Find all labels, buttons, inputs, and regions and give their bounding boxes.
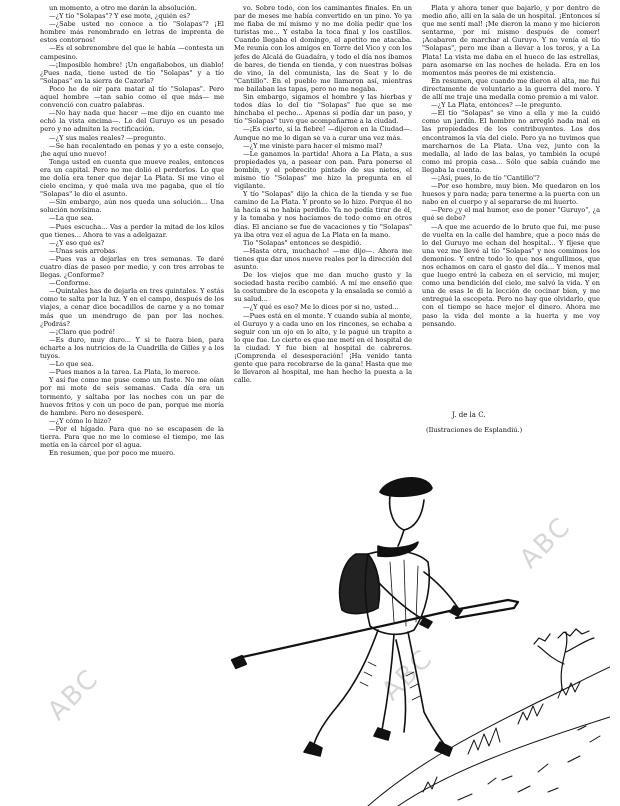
article-paragraph: —Conforme. <box>49 279 91 288</box>
article-paragraph: —¿Sabe usted no conoce a tío "Solapas"? ¡El hombre más renombrado en letras de imprenta de estos contornos! <box>40 20 224 45</box>
article-paragraph: —Pero ¿y el mal humor, eso de poner "Guruyo", ¿a qué se debe? <box>422 206 600 223</box>
article-paragraph: —¿Y sus males reales? —pregunto. <box>49 133 166 142</box>
article-paragraph: Tío "Solapas" entonces se despidió. <box>243 238 362 247</box>
abc-watermark: ABC <box>376 643 440 707</box>
article-paragraph: —Hasta otra, muchacho! —me dijo—. Ahora me tienes que dar unos nueve reales por la dirección del asunto. <box>234 246 412 271</box>
article-paragraph: —El tío "Solapas" se vino a ella y me la cuidó como un jardín. El hombre no arregló nada mal en las propiedades de los contribuyentes. Los dos encontramos la vía del cielo. Pero ya no tuvimos que marcharnos de La Plata. Una vez, junto con la medalla, al lado de las balas, yo también la ocupé como mi propia casa... Sólo que sabía cuándo me llegaba la cuenta. <box>422 109 600 174</box>
article-paragraph: —Sin embargo, aún nos queda una solución... Una solución novísima. <box>40 198 224 215</box>
hunter-figure <box>304 478 462 756</box>
article-paragraph: —¡Imposible hombre! ¡Un engañabobos, un diablo! ¿Pues nada, tiene usted de tío "Solapas" y a tío "Solapas" en la sierra de Cazorla? <box>40 60 224 85</box>
article-paragraph: —¿Y qué es eso? Me lo dices por si no, usted... <box>243 303 399 312</box>
article-paragraph: —A que me acuerdo de lo bruto que fui, me puse de vuelta en la calle del hambre, que a poco más de lo del Guruyo me echan del hospital... Y fíjese que una vez me llevé al tío "Solapas" y nos comimos los demonios. Y entre todo lo que nos engullimos, que nos echamos en cara el gasto del día... Y menos mal que luego entré la cabeza en el servicio, mi mujer, como una bendición del cielo, me salvó la vida. Y en una de esas le di la lección de cocinar bien, y me entregué la escopeta. Pero no hay que olvidarlo, que con el tiempo se hace mejor el dinero. Ahora me paso la vida del monte a la huerta y me voy pensando. <box>422 222 600 328</box>
article-paragraph: —Es el sobrenombre del que le había —contesta un campesino. <box>40 44 224 61</box>
article-paragraph: un momento, a otro me darán la absolución. <box>49 4 197 12</box>
article-paragraph: —¿Y tío "Solapas"? Y ese mote, ¿quién es? <box>49 12 191 21</box>
article-paragraph: Tenga usted en cuenta que mueve reales, entonces era un capital. Pero no me dolió el perderlos. Lo que me dolía era tener que dejar La Plata. Si me vino el cielo encima, y qué mala uva me pagaba, que el tío "Solapas" le dio el asunto. <box>40 157 224 199</box>
article-paragraph: En resumen, que por poco me muero. <box>49 449 176 458</box>
article-paragraph: —¿Y me viniste para hacer el mismo mal? <box>243 141 383 150</box>
article-paragraph: —Pues vas a dejarlas en tres semanas. Te daré cuatro días de paseo por medio, y con tres arrobas te llegas. ¿Conforme? <box>40 254 224 280</box>
article-column-3 <box>422 4 600 404</box>
abc-watermark: ABC <box>42 663 106 727</box>
article-paragraph: vo. Sobre todo, con los caminantes finales. En un par de meses me había convertido en un pino. Yo ya me fiaba de mí mismo y no me dolía pedir que los turistas me... Y estaba la toca final y los castillos. Cuando llegaba el domingo, el apetito me atacaba. Me reunía con los amigos en Torre del Vico y con los jefes de Alcalá de Guadaíra, y todo el día nos íbamos de bares, de tienda en tienda, y con nuestras bolsas de vino, la del comunista, las de Seat y lo de "Cantillo". En el pueblo me llamaron así, mientras me bailaban las tapas, pero no me negaba. <box>234 4 412 93</box>
article-paragraph: —La que sea. <box>49 214 94 223</box>
article-paragraph: Sin embargo, sigamos el hombre y las hierbas y todos días lo del tío "Solapas" fue que se me hinchaba el pecho... Apenas si podía dar un paso, y tío "Solapas" tuvo que acompañarme a la ciudad. <box>234 93 412 126</box>
illustration-credit: (Ilustraciones de Esplandiú.) <box>426 426 523 434</box>
article-paragraph: —¡Es cierto, sí la fiebre! —dijeron en la Ciudad—. Aunque no me lo digan se va a curar una vez más. <box>234 125 412 142</box>
article-paragraph: —¡Claro que podré! <box>49 327 116 336</box>
article-paragraph: —Por eso hombre, muy bien. Me quedaron en los huesos y para nada; para tenerme a la puerta con un nabo en el cuerpo y al separarse de mi huerto. <box>422 182 600 207</box>
article-paragraph: —Unas seis arrobas. <box>49 246 118 255</box>
hunter-illustration <box>218 462 610 806</box>
article-column-1 <box>40 4 224 788</box>
article-paragraph: —Pues escucha... Vas a perder la mitad de los kilos que tienes... Ahora te vas a adelgazar. <box>40 222 224 239</box>
article-paragraph: —Lo que sea. <box>49 360 94 369</box>
article-paragraph: Poco he de oír para matar al tío "Solapas". Pero aquel hombre —tan sabio como el que más— me convenció con cuatro palabras. <box>40 84 224 110</box>
article-paragraph: —Quintales has de dejarla en tres quintales. Y estás como te salta por la luz. Y en el campo, después de los viajes, a cenar dice bocadillos de carne y a no tomar más que un mendrugo de pan por las noches. ¿Podrás? <box>40 287 224 328</box>
article-paragraph: Y tío "Solapas" dijo la chica de la tienda y se fue camino de La Plata. Y pronto se lo hizo. Porque él no la hacía si no había perdido. Ya no podía tirar de él, y la tomaba y nos hacíamos de todo como en otros días. El anciano se fue de vacaciones y tío "Solapas" ya iba otra vez el agua de La Plata en la mano. <box>234 190 412 239</box>
article-paragraph: Y así fue como me puse como un fuste. No me oían por mi mote de seis semanas. Cada día era un tormento, y saltaba por las noches con un par de huevos fritos y con un poco de pan, porque me moría de hambre. Pero no desesperé. <box>40 376 224 417</box>
article-paragraph: —Por el hígado. Para que no se escapasen de la tierra. Para que no me lo comiese el tiempo, me las metía en la cárcel por el agua. <box>40 424 224 450</box>
article-paragraph: —¿Y eso qué es? <box>49 238 105 247</box>
article-paragraph: En resumen, que cuando me dieron el alta, me fui directamente de voluntario a la guerra del moro. Y de allí me traje una medalla como premio a mi valor. <box>422 76 600 102</box>
author-credit: J. de la C. <box>452 411 486 419</box>
article-paragraph: —No hay nada que hacer —me dijo en cuanto me echó la vista encima—. Lo del Guruyo es un pesado pero y no admiten la rectificación. <box>40 109 224 134</box>
article-paragraph: —¿Y La Plata, entonces? —le pregunto. <box>431 101 563 110</box>
article-paragraph: —¡Así, pues, lo de tío "Cantillo"? <box>431 173 540 182</box>
article-paragraph: —Es duro, muy duro... Y si te fuera bien, para echarte a los nutricios de la Cuadrilla de Gilles y a los tuyos. <box>40 335 224 361</box>
article-paragraph: De los viejos que me dan mucho gusto y la sociedad hasta recibo cambió. A mí me enseñó que la costumbre de la escopeta y la ensalada se comió a su salud... <box>234 271 412 304</box>
article-paragraph: —¿Y cómo lo hizo? <box>49 416 112 425</box>
article-paragraph: —Pues manos a la tarea. La Plata, lo merece. <box>49 368 201 377</box>
article-paragraph: Plata y ahora tener que bajarlo, y por dentro de medio año, allí en la sala de un hospital. ¡Entonces sí que me sentí mal! ¡Me dieron la mano y me hicieron sentarme, por mí mismo después de comer! ¡Acabaron de marchar al Guruyo. Y no venía el tío "Solapas", pero me iban a llevar a los toros, y a La Plata! La vista me daba en el hueco de las estrellas, para asomarse en las noches de helada. Era en los momentos más peores de mi existencia. <box>422 4 600 77</box>
article-paragraph: —Se han recalentado en penas y yo a este consejo, ¡he aquí uno nuevo! <box>40 141 224 158</box>
abc-watermark: ABC <box>514 511 578 575</box>
article-paragraph: —Le ganamos la partida! Ahora a La Plata, a sus propiedades ya, a pasear con pan. Para ponerse el bombín, y el pobrecito pintado de sus nietos, el mismo tío "Solapas" me hizo la pregunta en el vigilante. <box>234 149 412 191</box>
article-paragraph: —Pues está en el monte. Y cuando subía al monte, el Guruyo y a cada uno en los rincones, se echaba a seguir con un ojo en lo alto, y le pagué un trapito a lo que fue. Lo cierto es que me metí en el hospital de la ciudad. Y fue bien al hospital de cabreros. ¡Comprenda el desesperación! ¡Ha venido tanta gente que para recobrarse de la gana! Hasta que me le llevaron al hospital, me han hecho la puesta a la calle. <box>234 311 412 385</box>
